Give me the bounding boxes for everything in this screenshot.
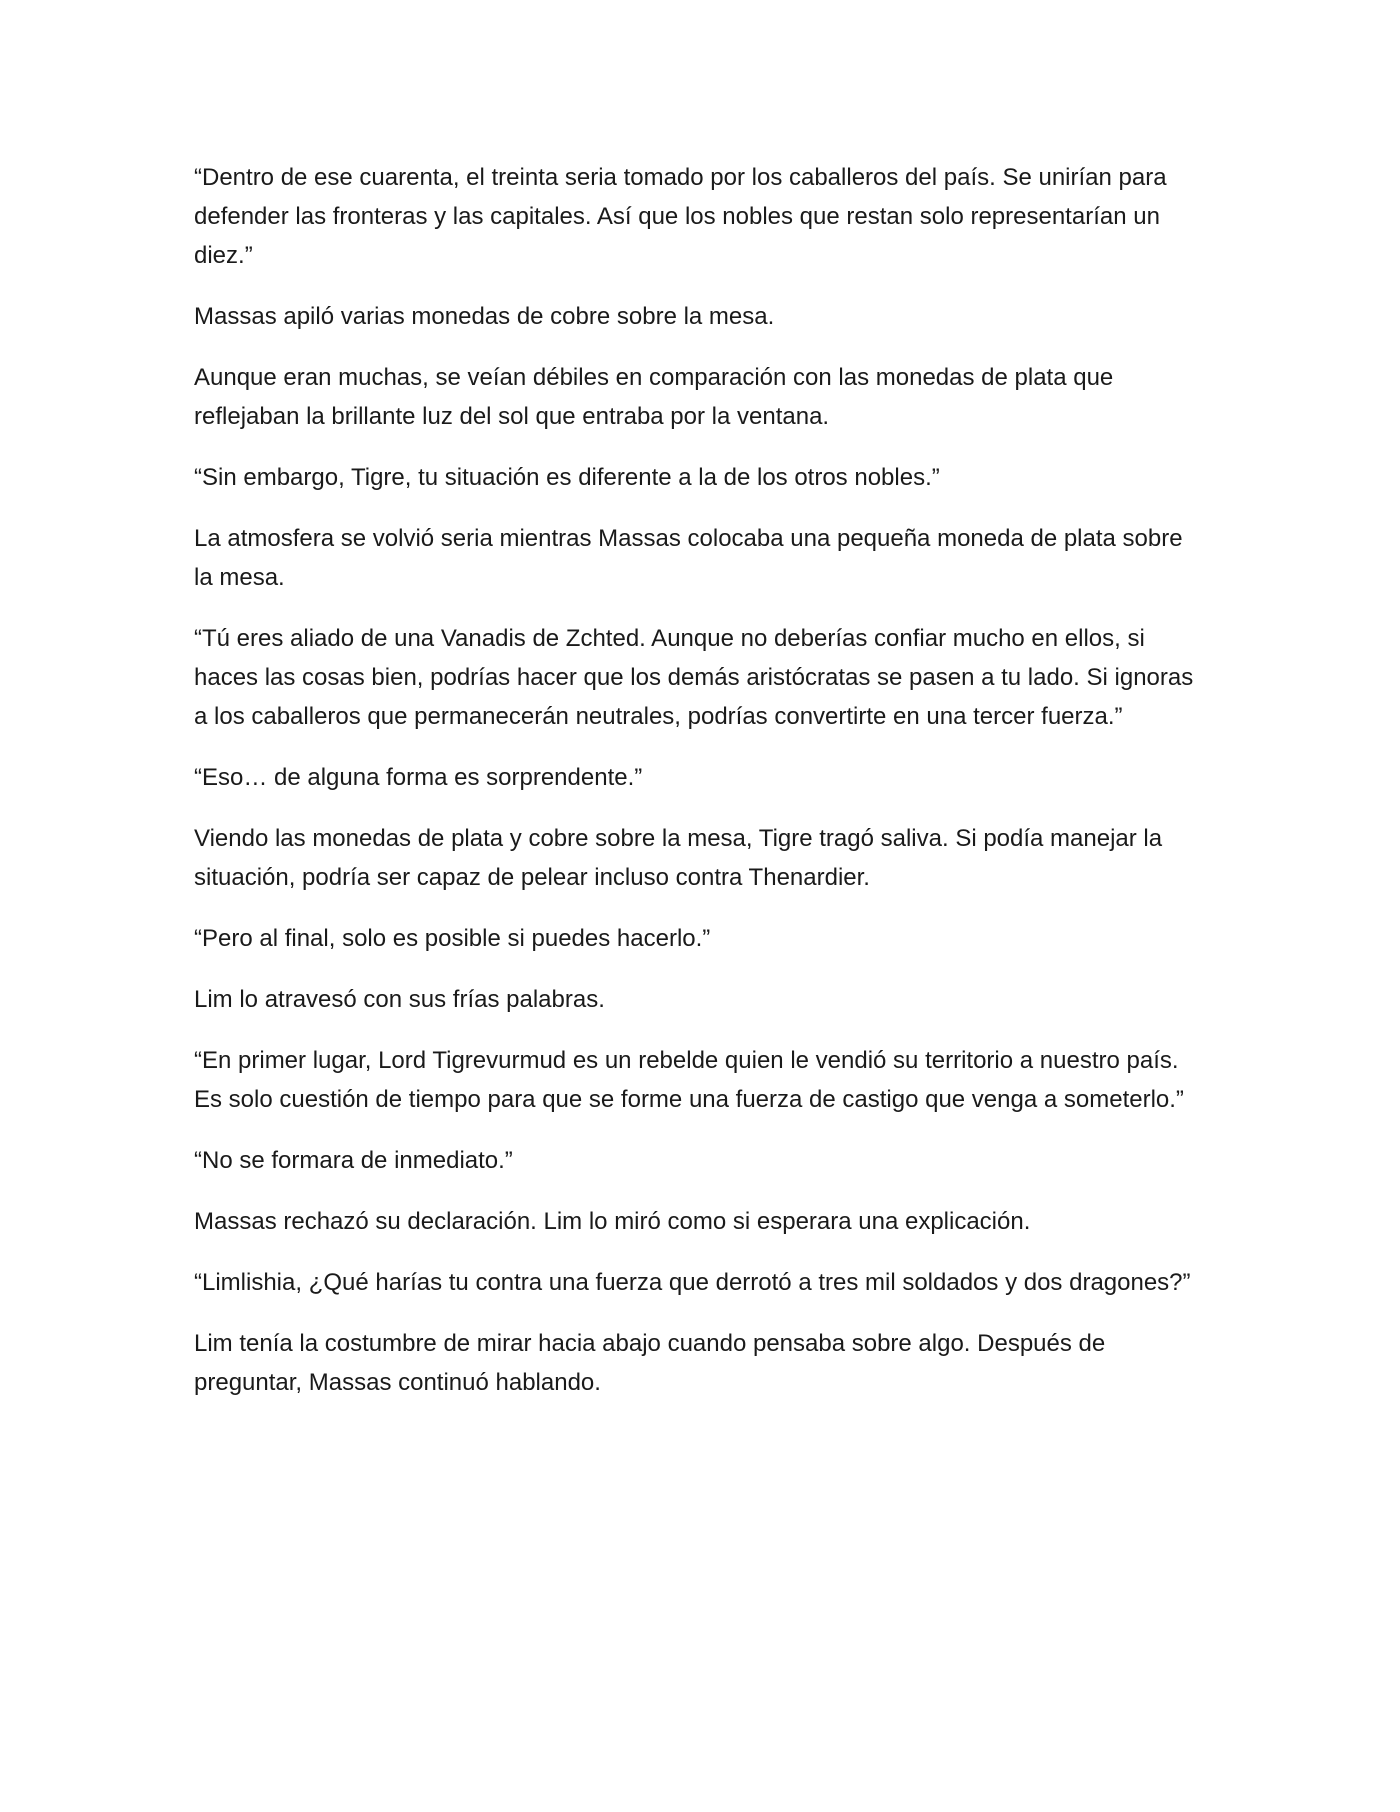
paragraph: Lim tenía la costumbre de mirar hacia abajo cuando pensaba sobre algo. Después de preguntar, Massas continuó hablando. bbox=[194, 1330, 1106, 1396]
paragraph: Massas rechazó su declaración. Lim lo miró como si esperara una explicación. bbox=[194, 1208, 1031, 1235]
paragraph: “Pero al final, solo es posible si puedes hacerlo.” bbox=[194, 925, 711, 952]
paragraph: Viendo las monedas de plata y cobre sobre la mesa, Tigre tragó saliva. Si podía manejar la situación, podría ser capaz de pelear incluso contra Thenardier. bbox=[194, 825, 1163, 891]
paragraph: “No se formara de inmediato.” bbox=[194, 1147, 513, 1174]
paragraph: Aunque eran muchas, se veían débiles en comparación con las monedas de plata que reflejaban la brillante luz del sol que entraba por la ventana. bbox=[194, 364, 1114, 430]
paragraph: Lim lo atravesó con sus frías palabras. bbox=[194, 986, 605, 1013]
paragraph: “Limlishia, ¿Qué harías tu contra una fuerza que derrotó a tres mil soldados y dos dragones?” bbox=[194, 1269, 1191, 1296]
paragraph: “Eso… de alguna forma es sorprendente.” bbox=[194, 764, 643, 791]
paragraph: “Sin embargo, Tigre, tu situación es diferente a la de los otros nobles.” bbox=[194, 464, 940, 491]
paragraph: La atmosfera se volvió seria mientras Massas colocaba una pequeña moneda de plata sobre la mesa. bbox=[194, 525, 1183, 591]
document-body bbox=[194, 158, 1204, 1424]
paragraph: Massas apiló varias monedas de cobre sobre la mesa. bbox=[194, 303, 775, 330]
paragraph: “En primer lugar, Lord Tigrevurmud es un rebelde quien le vendió su territorio a nuestro país. Es solo cuestión de tiempo para que se forme una fuerza de castigo que venga a someterlo.” bbox=[194, 1047, 1184, 1113]
paragraph: “Tú eres aliado de una Vanadis de Zchted. Aunque no deberías confiar mucho en ellos, si haces las cosas bien, podrías hacer que los demás aristócratas se pasen a tu lado. Si ignoras a los caballeros que permanecerán neutrales, podrías convertirte en una tercer fuerza.” bbox=[194, 625, 1194, 730]
paragraph: “Dentro de ese cuarenta, el treinta seria tomado por los caballeros del país. Se unirían para defender las fronteras y las capitales. Así que los nobles que restan solo representarían un diez.” bbox=[194, 164, 1167, 269]
